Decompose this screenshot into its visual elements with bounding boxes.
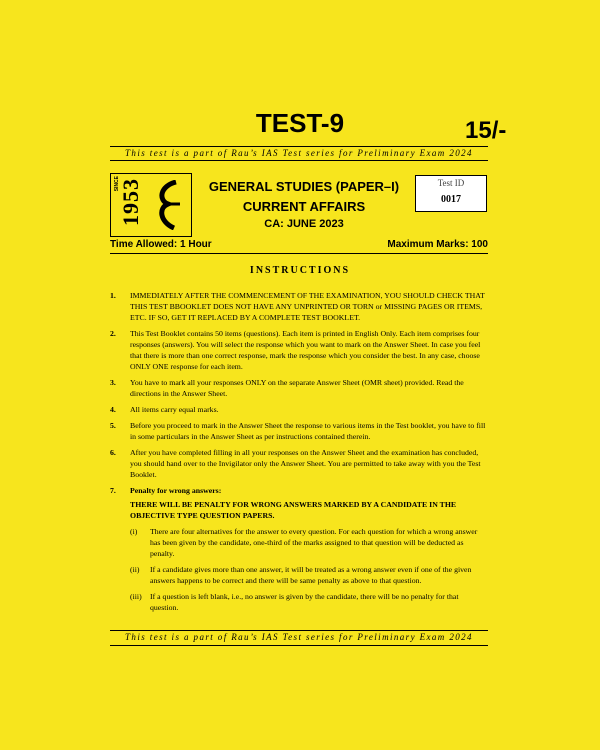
penalty-heading: THERE WILL BE PENALTY FOR WRONG ANSWERS MARKED BY A CANDIDATE IN THE OBJECTIVE TYPE QUESTION PAPERS.: [130, 500, 457, 520]
list-item: 5. Before you proceed to mark in the Answer Sheet the response to various items in the Test booklet, you have to fill in some particulars in the Answer Sheet as per instructions contained therein.: [110, 421, 486, 441]
logo-since-text: SINCE: [114, 176, 120, 192]
paper-subject: GENERAL STUDIES (PAPER–I): [208, 179, 400, 194]
bottom-rule-lower: [110, 645, 488, 646]
test-id-value: 0017: [441, 194, 461, 205]
list-item: 4. All items carry equal marks.: [110, 405, 219, 414]
penalty-subitem: (ii) If a candidate gives more than one answer, it will be treated as a wrong answer even if one of the given answers happens to be correct and there will be same penalty as above to that question.: [130, 565, 472, 585]
list-item: 6. After you have completed filling in all your responses on the Answer Sheet and the examination has concluded, you should hand over to the Invigilator only the Answer Sheet. You are permitted to take away with you the Test Booklet.: [110, 448, 481, 479]
penalty-subitem: (iii) If a question is left blank, i.e., no answer is given by the candidate, there will be no penalty for that question.: [130, 592, 459, 612]
test-id-box: [415, 175, 487, 212]
list-item: 1. IMMEDIATELY AFTER THE COMMENCEMENT OF THE EXAMINATION, YOU SHOULD CHECK THAT THIS TEST BBOOKLET DOES NOT HAVE ANY UNPRINTED OR TORN or MISSING PAGES OR ITEMS, ETC. IF SO, GET IT REPLACED BY A COMPLETE TEST BOOKLET.: [110, 291, 485, 322]
logo-emblem-icon: [150, 180, 186, 230]
series-banner-top: This test is a part of Rau’s IAS Test series for Preliminary Exam 2024: [125, 148, 473, 158]
list-item: 3. You have to mark all your responses ONLY on the separate Answer Sheet (OMR sheet) provided. Read the directions in the Answer Sheet.: [110, 378, 464, 398]
paper-period: CA: JUNE 2023: [264, 218, 344, 230]
instructions-heading: INSTRUCTIONS: [249, 265, 351, 276]
top-rule-lower: [110, 160, 488, 161]
list-item: 7. Penalty for wrong answers: THERE WILL BE PENALTY FOR WRONG ANSWERS MARKED BY A CANDIDATE IN THE OBJECTIVE TYPE QUESTION PAPERS. (i) There are four alternatives for the answer to every question. For each question for which a wrong answer has been given by the candidate, one-third of the marks assigned to that question will be deducted as penalty. (ii) If a candidate gives more than one answer, it will be treated as a wrong answer even if one of the given answers happens to be correct and there will be same penalty as above to that question. (iii) If a question is left blank, i.e., no answer is given by the candidate, there will be no penalty for that question.: [110, 485, 488, 613]
top-rule-upper: [110, 146, 488, 147]
series-banner-bottom: This test is a part of Rau’s IAS Test series for Preliminary Exam 2024: [125, 632, 473, 642]
penalty-subitem: (i) There are four alternatives for the answer to every question. For each question for which a wrong answer has been given by the candidate, one-third of the marks assigned to that question will be deducted as penalty.: [130, 527, 478, 558]
test-id-label: Test ID: [437, 178, 465, 188]
bottom-rule-upper: [110, 630, 488, 631]
meta-rule: [110, 253, 488, 254]
test-title: TEST-9: [255, 108, 345, 138]
list-item: 2. This Test Booklet contains 50 items (questions). Each item is printed in English Only. Each item comprises four responses (answers). You will select the response which you want to mark on the Answer Sheet. In case you feel that there is more than one correct response, mark the response which you consider the best. In any case, choose ONLY ONE response for each item.: [110, 329, 481, 371]
maximum-marks: Maximum Marks: 100: [387, 239, 488, 250]
instructions-list: [110, 290, 488, 618]
penalty-title: Penalty for wrong answers:: [130, 486, 222, 495]
price-label: 15/-: [465, 117, 507, 144]
paper-topic: CURRENT AFFAIRS: [242, 199, 366, 214]
time-allowed: Time Allowed: 1 Hour: [110, 239, 212, 250]
logo-year: 1953: [118, 178, 143, 226]
